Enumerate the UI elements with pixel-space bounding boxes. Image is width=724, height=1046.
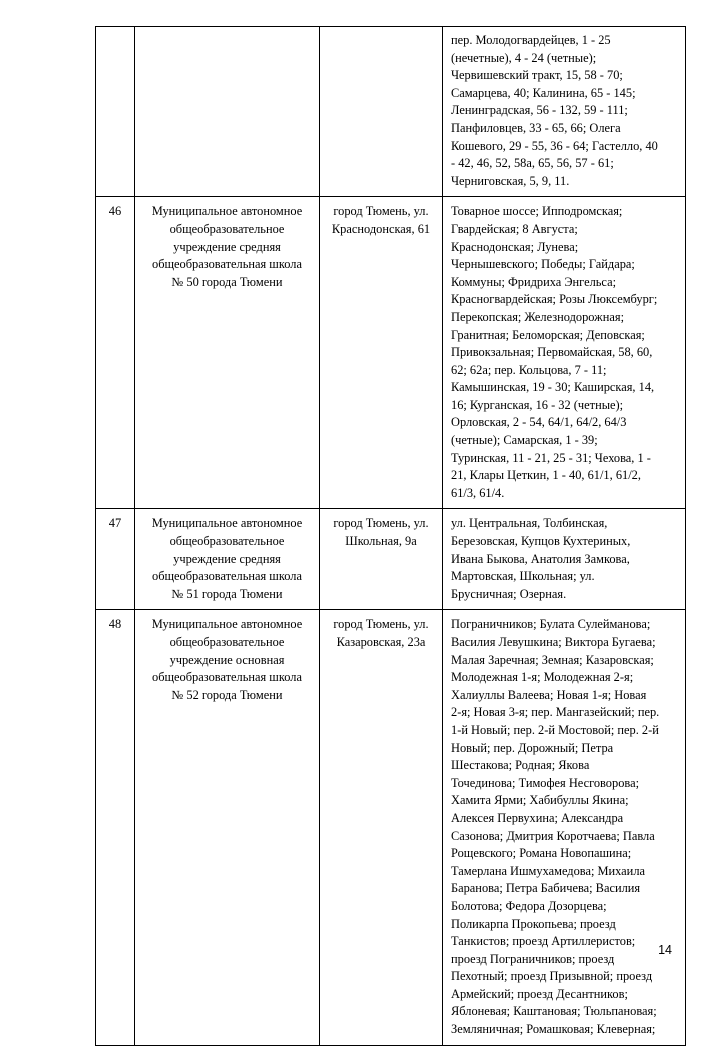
row-number-cell bbox=[96, 27, 135, 197]
row-number-cell: 47 bbox=[96, 509, 135, 610]
streets-cell: пер. Молодогвардейцев, 1 - 25 (нечетные), 4 - 24 (четные); Червишевский тракт, 15, 58 - 70; Самарцева, 40; Калинина, 65 - 145; Ленинградская, 56 - 132, 59 - 111; Панфиловцев, 33 - 65, 66; Олега Кошевого, 29 - 55, 36 - 64; Гастелло, 40 - 42, 46, 52, 58а, 65, 56, 57 - 61; Черниговская, 5, 9, 11. bbox=[443, 27, 686, 197]
organization-cell: Муниципальное автономное общеобразовательное учреждение основная общеобразовательная школа № 52 города Тюмени bbox=[135, 610, 320, 1045]
streets-cell: Пограничников; Булата Сулейманова; Василия Левушкина; Виктора Бугаева; Малая Заречная; Земная; Казаровская; Молодежная 1-я; Молодежная 2-я; Халиуллы Валеева; Новая 1-я; Новая 2-я; Новая 3-я; пер. Мангазейский; пер. 1-й Новый; пер. 2-й Мостовой; пер. 2-й Новый; пер. Дорожный; Петра Шестакова; Родная; Якова Точединова; Тимофея Несговорова; Хамита Ярми; Хабибуллы Якина; Алексея Первухина; Александра Сазонова; Дмитрия Коротчаева; Павла Рощевского; Романа Новопашина; Тамерлана Ишмухамедова; Михаила Баранова; Петра Бабичева; Василия Болотова; Федора Дозорцева; Поликарпа Прокопьева; проезд Танкистов; проезд Артиллеристов; проезд Пограничников; проезд Пехотный; проезд Призывной; проезд Армейский; проезд Десантников; Яблоневая; Каштановая; Тюльпановая; Земляничная; Ромашковая; Клеверная; bbox=[443, 610, 686, 1045]
address-cell bbox=[320, 27, 443, 197]
address-cell: город Тюмень, ул. Школьная, 9а bbox=[320, 509, 443, 610]
page-number: 14 bbox=[658, 943, 672, 957]
table-row bbox=[96, 27, 686, 197]
organization-cell: Муниципальное автономное общеобразовательное учреждение средняя общеобразовательная школа № 51 города Тюмени bbox=[135, 509, 320, 610]
address-cell: город Тюмень, ул. Краснодонская, 61 bbox=[320, 197, 443, 509]
school-districts-table bbox=[95, 26, 686, 1046]
table-row bbox=[96, 509, 686, 610]
row-number-cell: 48 bbox=[96, 610, 135, 1045]
organization-cell bbox=[135, 27, 320, 197]
streets-cell: ул. Центральная, Толбинская, Березовская, Купцов Кухтериных, Ивана Быкова, Анатолия Замкова, Мартовская, Школьная; ул. Брусничная; Озерная. bbox=[443, 509, 686, 610]
row-number-cell: 46 bbox=[96, 197, 135, 509]
streets-cell: Товарное шоссе; Ипподромская; Гвардейская; 8 Августа; Краснодонская; Лунева; Чернышевского; Победы; Гайдара; Коммуны; Фридриха Энгельса; Красногвардейская; Розы Люксембург; Перекопская; Железнодорожная; Гранитная; Беломорская; Деповская; Привокзальная; Первомайская, 58, 60, 62; 62а; пер. Кольцова, 7 - 11; Камышинская, 19 - 30; Каширская, 14, 16; Курганская, 16 - 32 (четные); Орловская, 2 - 54, 64/1, 64/2, 64/3 (четные); Самарская, 1 - 39; Туринская, 11 - 21, 25 - 31; Чехова, 1 - 21, Клары Цеткин, 1 - 40, 61/1, 61/2, 61/3, 61/4. bbox=[443, 197, 686, 509]
table-row bbox=[96, 610, 686, 1045]
address-cell: город Тюмень, ул. Казаровская, 23а bbox=[320, 610, 443, 1045]
organization-cell: Муниципальное автономное общеобразовательное учреждение средняя общеобразовательная школа № 50 города Тюмени bbox=[135, 197, 320, 509]
table-row bbox=[96, 197, 686, 509]
